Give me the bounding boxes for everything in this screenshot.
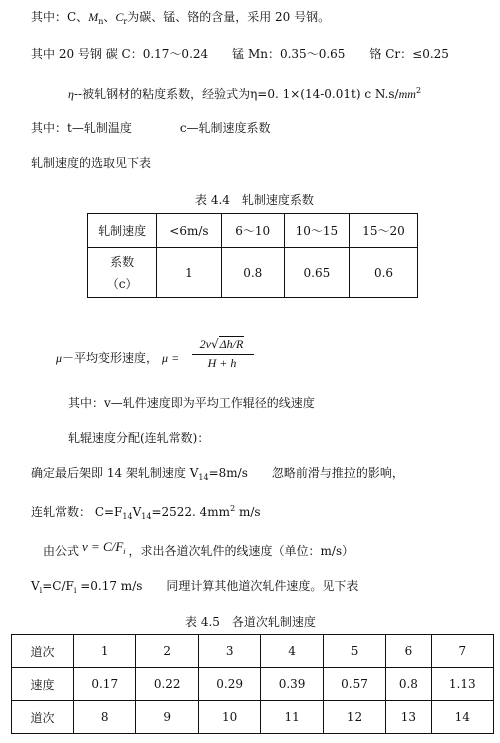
mu-fraction [186, 336, 258, 371]
text-l9-sub: 14 [198, 473, 209, 482]
line-carbon-manganese-chrome [31, 9, 330, 30]
table-cell: 6 [386, 635, 431, 668]
table-cell: 0.65 [284, 248, 349, 298]
velocity-formula [82, 539, 126, 554]
table-cell: 4 [261, 635, 323, 668]
text-l1-sep: 、 [103, 10, 116, 24]
table-header-label: 轧制速度 [88, 214, 157, 248]
table-header-cell: 6～10 [221, 214, 284, 248]
text-l12-sub1: i [39, 586, 43, 595]
symbol-m: M [88, 10, 99, 24]
table-cell: 1 [157, 248, 221, 298]
table-header-cell: <6m/s [157, 214, 221, 248]
table-rolling-speed-coefficient [87, 213, 418, 298]
table-cell: 2 [136, 635, 198, 668]
table-cell: 0.8 [386, 668, 431, 701]
text-l1-prefix: 其中：C、 [31, 10, 89, 24]
table-cell: 1.13 [431, 668, 493, 701]
text-viscosity-desc: --被轧钢材的粘度系数，经验式为 [73, 87, 251, 101]
table-row-label: 道次 [12, 701, 74, 734]
text-l12-sub2: i [73, 586, 77, 595]
symbol-m-sub: n [98, 17, 104, 26]
table-row [12, 635, 494, 668]
line-continuous-rolling-constant [31, 501, 261, 525]
table-row-label: 速度 [12, 668, 74, 701]
velocity-formula-text: v = C/F [82, 539, 124, 554]
fraction-numerator [186, 336, 258, 352]
table-cell: 0.6 [349, 248, 417, 298]
text-l12-b: =C/F [42, 579, 74, 593]
row-label-line-1: 系数 [110, 254, 135, 269]
numerator-radicand: Δh/R [219, 337, 244, 351]
line-viscosity [68, 83, 421, 102]
viscosity-unit: mm [398, 87, 416, 101]
text-l10-b: V [132, 505, 142, 519]
table-row-label: 道次 [12, 635, 74, 668]
table-cell: 0.39 [261, 668, 323, 701]
table-header-cell: 10～15 [284, 214, 349, 248]
text-l11-a: 由公式 [43, 544, 80, 558]
table-cell: 13 [386, 701, 431, 734]
table-cell: 3 [198, 635, 260, 668]
table-cell: 0.57 [323, 668, 385, 701]
symbol-c: C [115, 10, 124, 24]
line-roll-speed-distribution: 轧辊速度分配(连轧常数)： [68, 431, 210, 445]
table-cell: 11 [261, 701, 323, 734]
table-4-5-caption: 表 4.5 各道次轧制速度 [185, 615, 316, 629]
numerator-2v: 2v [199, 337, 211, 351]
line-first-pass-speed [31, 578, 358, 599]
text-l10-sup: 2 [230, 504, 236, 513]
text-l9-a: 确定最后架即 14 架轧制速度 V [31, 466, 199, 480]
symbol-mu: μ [56, 351, 63, 365]
table-cell: 0.17 [74, 668, 136, 701]
symbol-c-sub: r [123, 17, 128, 26]
table-cell: 9 [136, 701, 198, 734]
table-cell: 8 [74, 701, 136, 734]
sqrt-icon: √ [210, 337, 219, 351]
line-where-t-c: 其中：t—轧制温度 c—轧制速度系数 [31, 121, 271, 135]
row-label-line-2: （c） [106, 276, 138, 291]
text-l10-c: =2522. 4mm [151, 505, 231, 519]
text-l1-suffix: 为碳、锰、铬的含量，采用 20 号钢。 [127, 10, 331, 24]
text-l9-b: =8m/s 忽略前滑与推拉的影响， [208, 466, 404, 480]
velocity-formula-sub: i [123, 547, 126, 556]
viscosity-unit-sup: 2 [415, 86, 422, 95]
table-header-cell: 15～20 [349, 214, 417, 248]
table-cell: 10 [198, 701, 260, 734]
line-formula-velocity [43, 539, 355, 564]
table-row [12, 668, 494, 701]
mu-equals: μ = [162, 351, 180, 365]
text-l12-a: V [31, 579, 40, 593]
text-l10-a: 连轧常数： C=F [31, 505, 123, 519]
table-row [12, 701, 494, 734]
table-cell: 5 [323, 635, 385, 668]
symbol-eta: η [68, 87, 74, 101]
table-row [88, 214, 418, 248]
table-row-label [88, 248, 157, 298]
viscosity-formula: η=0. 1×(14-0.01t) c N.s/ [250, 87, 399, 101]
table-cell: 0.29 [198, 668, 260, 701]
line-speed-selection: 轧制速度的选取见下表 [31, 156, 152, 170]
text-l10-sub1: 14 [122, 512, 133, 521]
table-4-4-caption: 表 4.4 轧制速度系数 [195, 193, 314, 207]
text-l10-sub2: 14 [141, 512, 152, 521]
line-mean-deformation-speed [56, 350, 179, 366]
line-where-v: 其中：v—轧件速度即为平均工作辊径的线速度 [68, 396, 315, 410]
table-cell: 0.22 [136, 668, 198, 701]
line-steel-composition: 其中 20 号钢 碳 C：0.17～0.24 锰 Mn：0.35～0.65 铬 Cr：≤0.25 [31, 47, 449, 61]
table-cell: 1 [74, 635, 136, 668]
text-l10-d: m/s [235, 505, 261, 519]
text-mu-desc: －平均变形速度， [62, 351, 159, 365]
table-cell: 12 [323, 701, 385, 734]
text-l12-c: =0.17 m/s 同理计算其他道次轧件速度。见下表 [76, 579, 359, 593]
table-cell: 0.8 [221, 248, 284, 298]
table-row [88, 248, 418, 298]
fraction-denominator: H + h [207, 356, 237, 370]
table-cell: 14 [431, 701, 493, 734]
text-l11-b: ，求出各道次轧件的线速度（单位：m/s） [128, 544, 355, 558]
table-pass-speeds [11, 634, 494, 734]
table-cell: 7 [431, 635, 493, 668]
line-last-stand-speed [31, 465, 404, 486]
